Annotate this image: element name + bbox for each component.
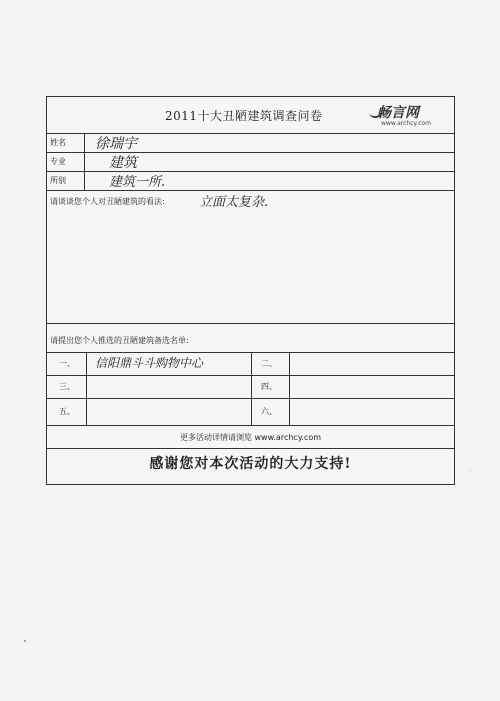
field-label-major: 专业 [50,157,66,166]
nomination-row [47,352,454,376]
field-label-cell [47,133,85,152]
nomination-prompt: 请提出您个人推选的丑陋建筑备选名单: [50,336,189,345]
archcy-logo [369,102,449,132]
opinion-answer[interactable]: 立面太复杂. [199,195,269,210]
nomination-row [47,375,454,399]
nomination-num-3: 三、 [59,382,75,391]
field-value-major[interactable]: 建筑 [109,155,137,171]
nomination-num-2: 二、 [261,359,277,368]
nomination-num-cell [251,375,290,398]
nomination-num-6: 六、 [261,407,277,416]
field-value-dept[interactable]: 建筑一所. [109,175,166,190]
opinion-section [47,190,454,324]
paper-speck [24,640,26,642]
opinion-prompt: 请谈谈您个人对丑陋建筑的看法: [50,197,165,206]
nomination-num-cell [47,352,87,375]
field-row-major [47,152,454,172]
nomination-row [47,398,454,426]
field-label-name: 姓名 [50,138,66,147]
form-header [47,97,454,134]
nomination-value-1[interactable]: 信阳鼎斗斗购物中心 [95,356,204,370]
survey-form [46,96,455,485]
nomination-header [47,323,454,353]
nomination-num-cell [251,398,290,425]
nomination-num-5: 五、 [59,407,75,416]
field-label-cell [47,152,85,171]
field-label-dept: 所别 [50,176,66,185]
field-value-name[interactable]: 徐瑞宇 [95,136,137,152]
form-title: 2011十大丑陋建筑调查问卷 [165,109,323,123]
nomination-num-cell [47,375,87,398]
field-row-name [47,133,454,153]
more-info-link[interactable]: 更多活动详情请浏览 www.archcy.com [179,433,322,442]
logo-url: www.archcy.com [381,120,431,127]
thanks-message: 感谢您对本次活动的大力支持! [149,456,352,472]
more-info-row [47,425,454,449]
logo-text: 畅言网 [377,105,419,121]
nomination-num-4: 四、 [261,382,277,391]
field-label-cell [47,171,85,190]
paper-speck [470,470,471,471]
nomination-num-cell [251,352,290,375]
nomination-num-1: 一、 [59,359,75,368]
nomination-num-cell [47,398,87,425]
field-row-dept [47,171,454,191]
